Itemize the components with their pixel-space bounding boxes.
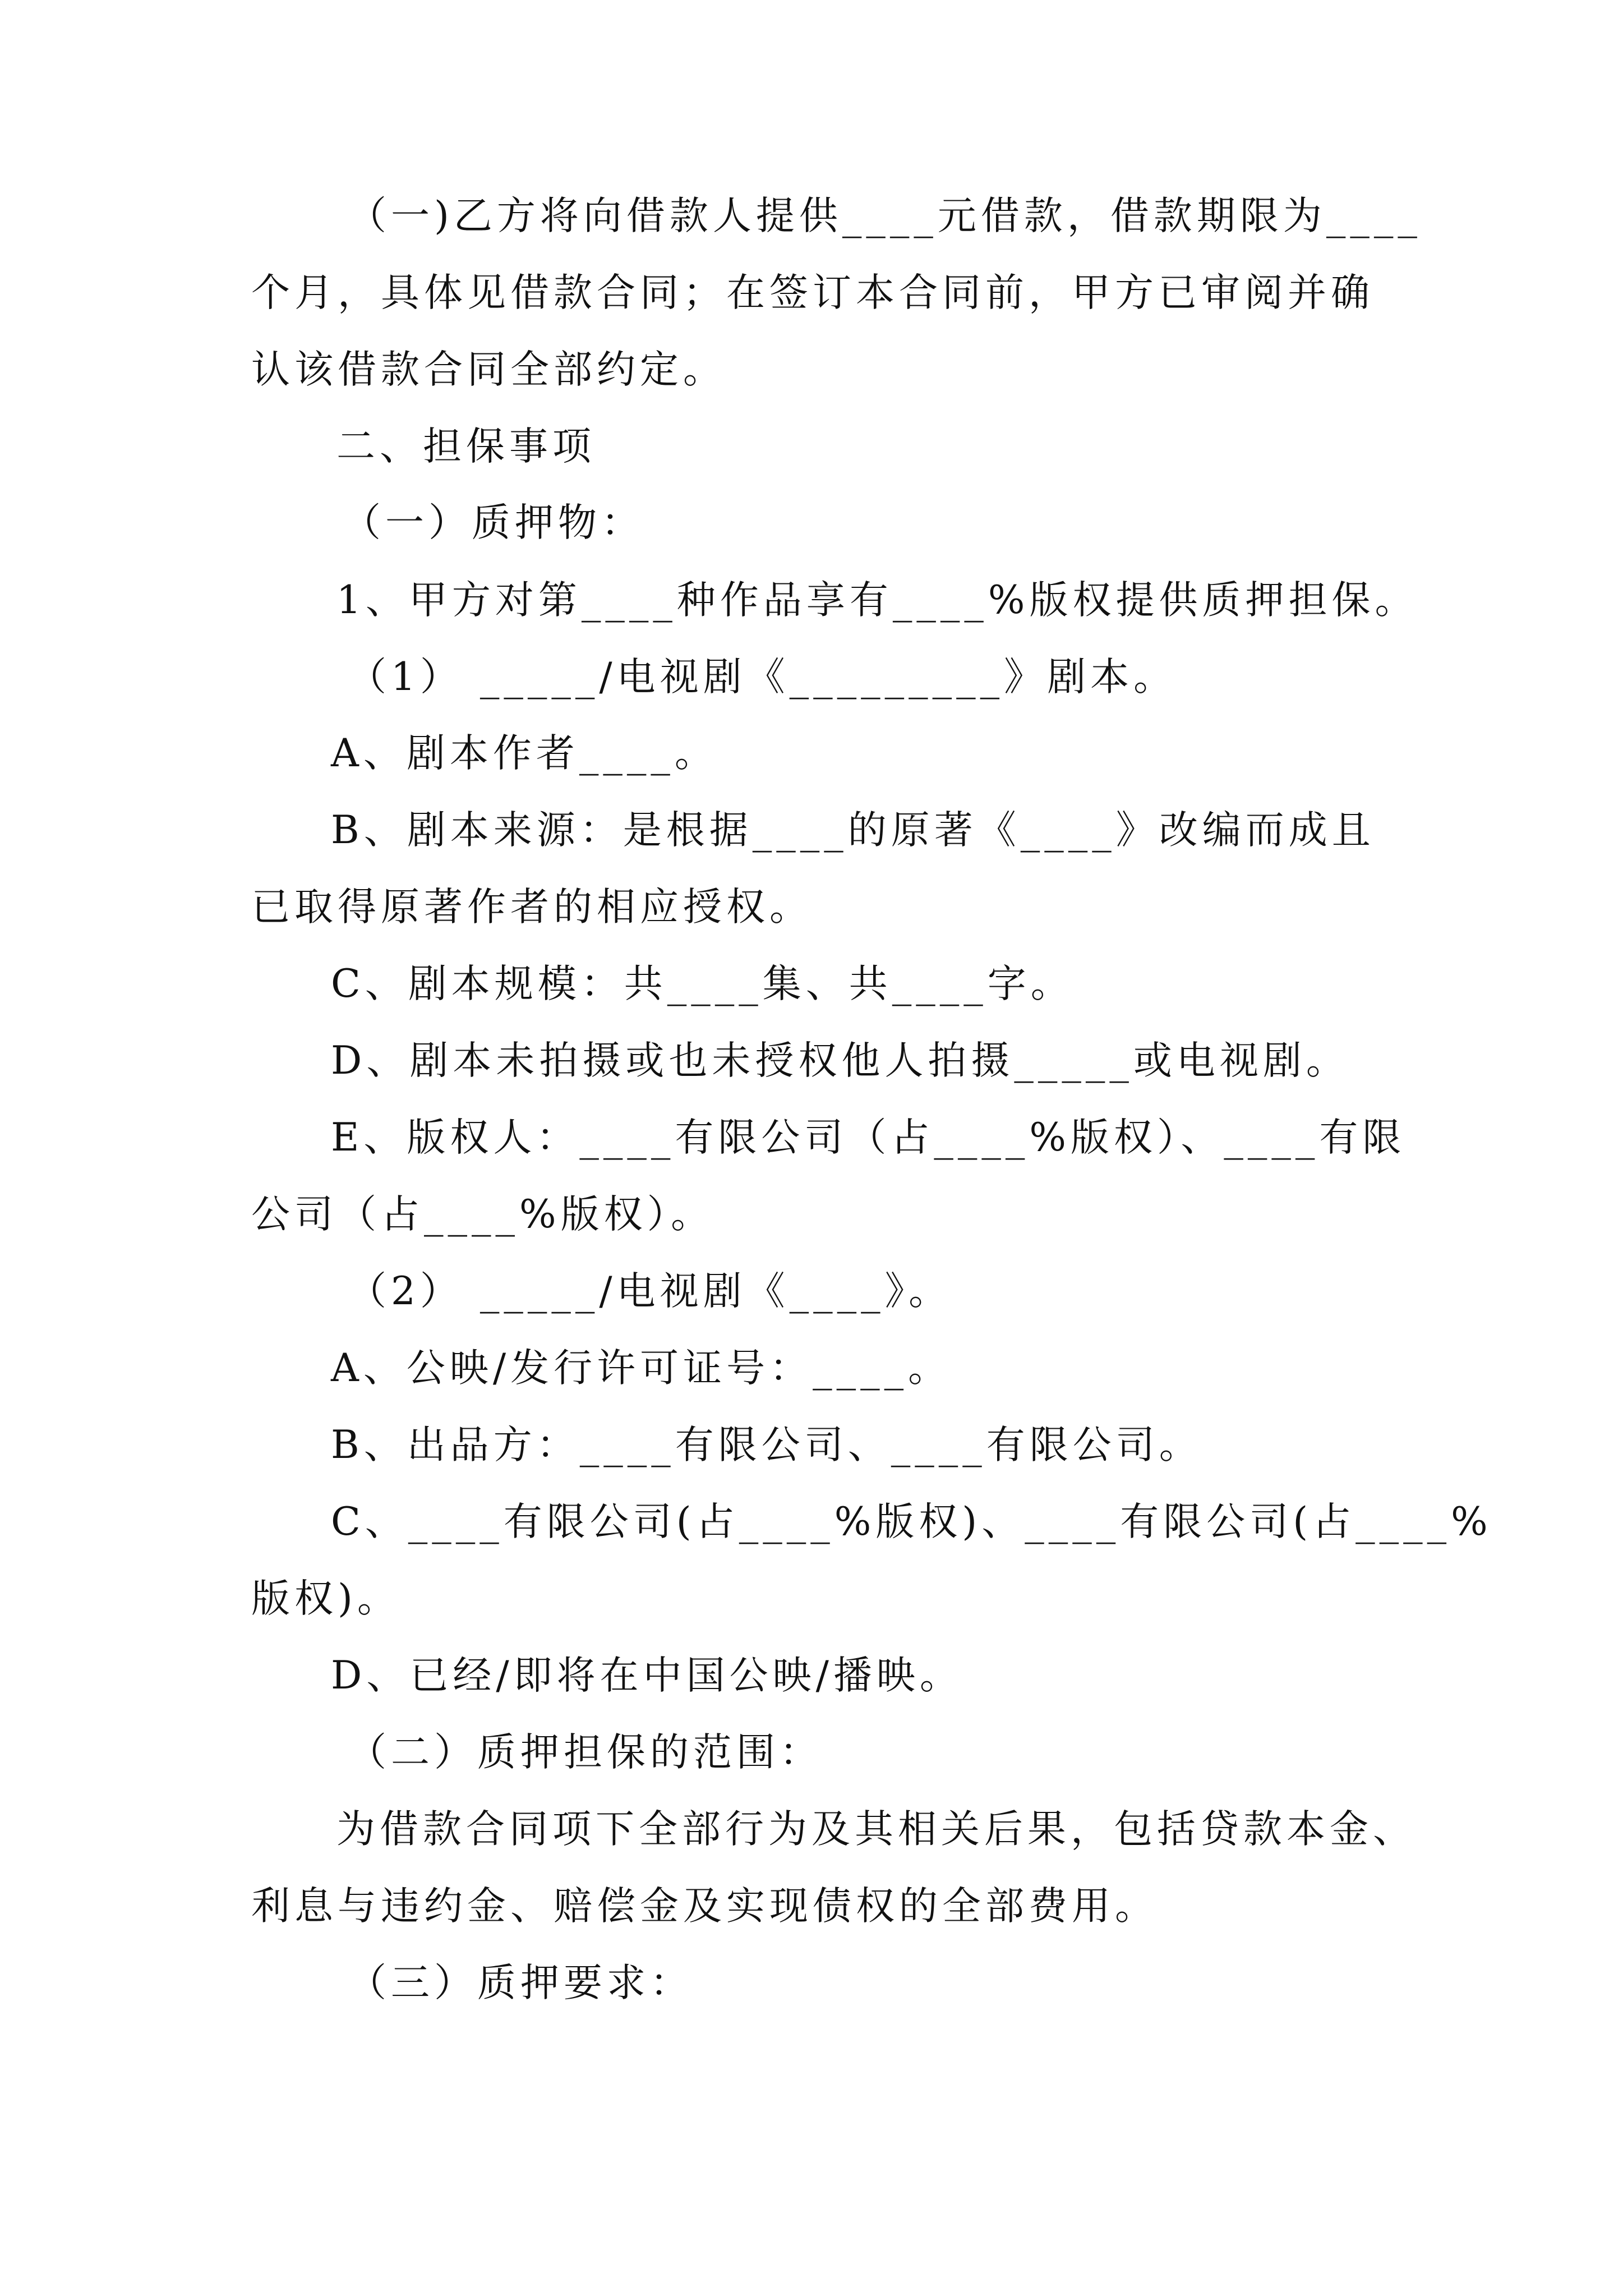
item-line-15: （2） _____/电视剧《____》。 xyxy=(348,1269,952,1314)
paragraph-line-23: 利息与违约金、赔偿金及实现债权的全部费用。 xyxy=(251,1884,1158,1929)
subsection-heading-scope: （二）质押担保的范围： xyxy=(348,1730,823,1775)
item-line-19: 版权)。 xyxy=(251,1576,400,1621)
paragraph-line-6: 1、甲方对第____种作品享有____%版权提供质押担保。 xyxy=(336,578,1418,623)
paragraph-line-3: 认该借款合同全部约定。 xyxy=(251,347,726,392)
item-line-7: （1） _____/电视剧《_________》剧本。 xyxy=(348,655,1177,700)
item-line-9: B、剧本来源：是根据____的原著《____》改编而成且 xyxy=(331,808,1375,853)
paragraph-line-22: 为借款合同项下全部行为及其相关后果，包括贷款本金、 xyxy=(336,1807,1416,1852)
item-line-20: D、已经/即将在中国公映/播映。 xyxy=(331,1653,963,1698)
item-line-13: E、版权人：____有限公司（占____%版权）、____有限 xyxy=(331,1115,1406,1160)
item-line-18: C、____有限公司(占____%版权)、____有限公司(占____% xyxy=(331,1499,1492,1544)
paragraph-line-1: （一)乙方将向借款人提供____元借款，借款期限为____ xyxy=(348,194,1422,238)
item-line-16: A、公映/发行许可证号：____。 xyxy=(331,1346,952,1391)
item-line-12: D、剧本未拍摄或也未授权他人拍摄_____或电视剧。 xyxy=(331,1038,1349,1083)
item-line-11: C、剧本规模：共____集、共____字。 xyxy=(331,961,1074,1006)
item-line-14: 公司（占____%版权）。 xyxy=(251,1192,714,1237)
subsection-heading-pledge: （一）质押物： xyxy=(342,500,644,545)
item-line-8: A、剧本作者____。 xyxy=(331,731,718,776)
item-line-17: B、出品方：____有限公司、____有限公司。 xyxy=(331,1423,1202,1467)
item-line-10: 已取得原著作者的相应授权。 xyxy=(251,885,813,930)
paragraph-line-2: 个月，具体见借款合同；在签订本合同前，甲方已审阅并确 xyxy=(251,270,1374,315)
section-heading: 二、担保事项 xyxy=(336,424,596,469)
subsection-heading-requirements: （三）质押要求： xyxy=(348,1961,693,2005)
